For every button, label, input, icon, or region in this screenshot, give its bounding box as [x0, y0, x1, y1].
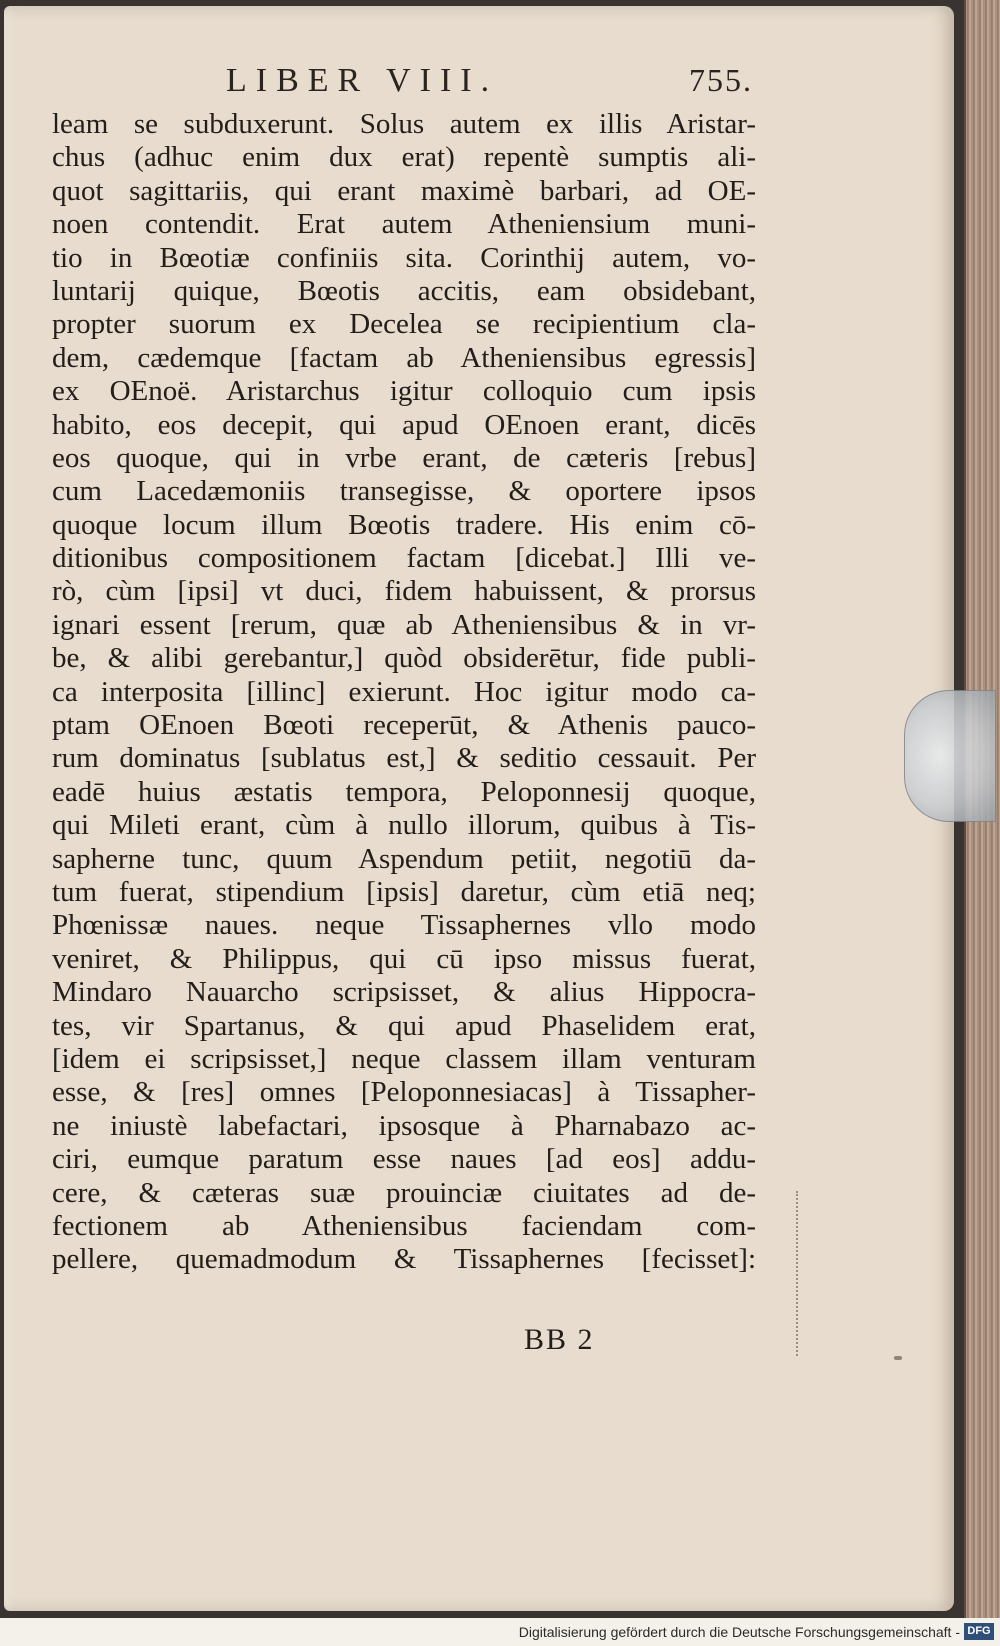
text-line: ptam OEnoen Bœoti receperūt, & Athenis pauco- [52, 709, 756, 742]
text-line: ne iniustè labefactari, ipsosque à Pharnabazo ac- [52, 1109, 756, 1142]
text-line: esse, & [res] omnes [Peloponnesiacas] à Tissapher- [52, 1076, 756, 1109]
funding-credit: Digitalisierung gefördert durch die Deutsche Forschungsgemeinschaft - [518, 1624, 960, 1640]
text-line: dem, cædemque [factam ab Atheniensibus egressis] [52, 341, 756, 374]
text-line: veniret, & Philippus, qui cū ipso missus fuerat, [52, 942, 756, 975]
footer-bar [0, 1618, 1000, 1646]
text-line: Mindaro Nauarcho scripsisset, & alius Hippocra- [52, 976, 756, 1009]
page-header [4, 62, 804, 102]
margin-ink-mark [894, 1356, 902, 1360]
text-line: ca interposita [illinc] exierunt. Hoc igitur modo ca- [52, 675, 756, 708]
text-line: qui Mileti erant, cùm à nullo illorum, quibus à Tis- [52, 809, 756, 842]
dfg-logo: DFG [964, 1623, 994, 1640]
margin-pencil-marks [796, 1191, 812, 1356]
text-line: quot sagittariis, qui erant maximè barbari, ad OE- [52, 174, 756, 207]
text-line: Phœnissæ naues. neque Tissaphernes vllo modo [52, 909, 756, 942]
text-line: cere, & cæteras suæ prouinciæ ciuitates ad de- [52, 1176, 756, 1209]
text-line: ex OEnoë. Aristarchus igitur colloquio cum ipsis [52, 375, 756, 408]
text-line: luntarij quique, Bœotis accitis, eam obsidebant, [52, 274, 756, 307]
text-line: be, & alibi gerebantur,] quòd obsiderētur, fide publi- [52, 642, 756, 675]
text-line: tes, vir Spartanus, & qui apud Phaselidem erat, [52, 1009, 756, 1042]
text-line: rò, cùm [ipsi] vt duci, fidem habuissent, & prorsus [52, 575, 756, 608]
text-line: cum Lacedæmoniis transegisse, & oportere ipsos [52, 475, 756, 508]
text-line: tio in Bœotiæ confiniis sita. Corinthij autem, vo- [52, 241, 756, 274]
text-line: ditionibus compositionem factam [dicebat.] Illi ve- [52, 542, 756, 575]
text-line: [idem ei scripsisset,] neque classem illam venturam [52, 1042, 756, 1075]
text-line: tum fuerat, stipendium [ipsis] daretur, cùm etiā neq; [52, 875, 756, 908]
text-line: chus (adhuc enim dux erat) repentè sumptis ali- [52, 141, 756, 174]
page-number: 755. [689, 62, 753, 98]
text-line: ciri, eumque paratum esse naues [ad eos] addu- [52, 1143, 756, 1176]
text-line: sapherne tunc, quum Aspendum petiit, negotiū da- [52, 842, 756, 875]
text-line: fectionem ab Atheniensibus faciendam com- [52, 1209, 756, 1242]
text-line: habito, eos decepit, qui apud OEnoen erant, dicēs [52, 408, 756, 441]
text-line: leam se subduxerunt. Solus autem ex illis Aristar- [52, 108, 756, 140]
text-line: eos quoque, qui in vrbe erant, de cæteris [rebus] [52, 441, 756, 474]
text-line: propter suorum ex Decelea se recipientium cla- [52, 308, 756, 341]
text-line: quoque locum illum Bœotis tradere. His enim cō- [52, 508, 756, 541]
text-line: ignari essent [rerum, quæ ab Atheniensibus & in vr- [52, 608, 756, 641]
book-page [4, 6, 954, 1611]
body-text [52, 108, 756, 1277]
signature-mark: BB 2 [524, 1323, 595, 1356]
page-clip [904, 690, 996, 822]
text-line: eadē huius æstatis tempora, Peloponnesij quoque, [52, 775, 756, 808]
text-line: pellere, quemadmodum & Tissaphernes [fecisset]: [52, 1243, 756, 1276]
text-line: noen contendit. Erat autem Atheniensium muni- [52, 208, 756, 241]
running-head: LIBER VIII. [226, 62, 499, 99]
text-line: rum dominatus [sublatus est,] & seditio cessauit. Per [52, 742, 756, 775]
